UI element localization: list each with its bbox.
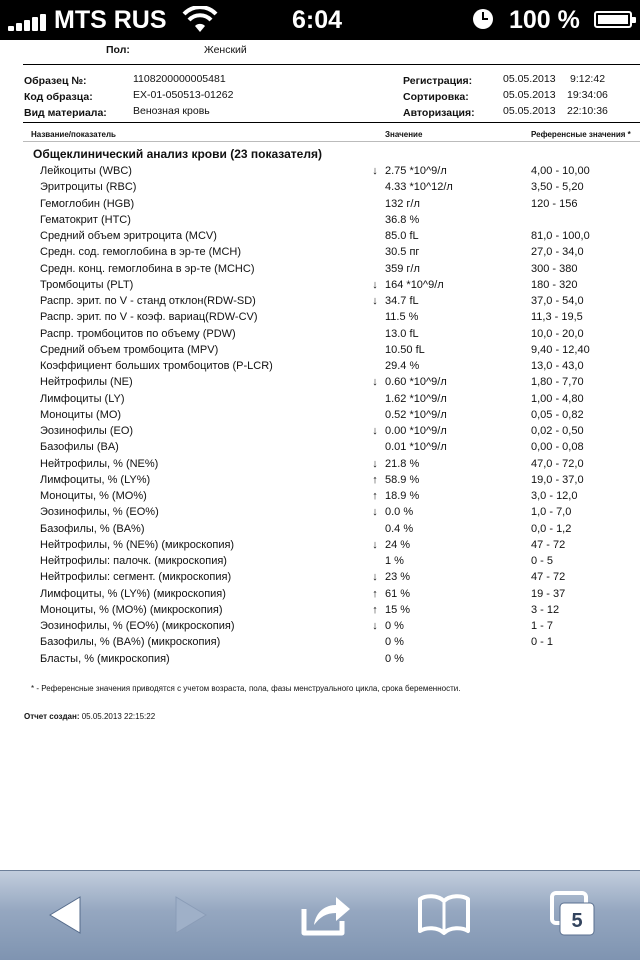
row-flag: ↓ [372,571,378,584]
row-flag: ↓ [372,620,378,632]
row-value: 85.0 fL [385,230,419,242]
row-reference: 3,0 - 12,0 [531,490,578,502]
section-title: Общеклинический анализ крови (23 показателя) [33,147,322,161]
clock-time: 6:04 [292,6,343,34]
row-flag: ↓ [372,376,378,389]
row-value: 34.7 fL [385,295,419,307]
row-name: Коэффициент больших тромбоцитов (P-LCR) [40,360,273,372]
registration-time: 9:12:42 [570,73,606,85]
row-reference: 19 - 37 [531,587,566,600]
registration-date: 05.05.2013 [503,73,556,85]
column-header-name: Название/показатель [31,130,116,139]
row-name: Бласты, % (микроскопия) [40,652,170,665]
row-reference: 1,00 - 4,80 [531,392,584,405]
row-reference: 19,0 - 37,0 [531,473,584,486]
row-flag: ↑ [372,603,378,616]
row-reference: 0,05 - 0,82 [531,408,584,421]
sex-value: Женский [204,44,247,56]
table-row [0,375,640,391]
share-button[interactable] [296,889,356,941]
row-value: 0 % [385,652,404,665]
report-created-value: 05.05.2013 22:15:22 [81,712,156,721]
row-flag: ↓ [372,295,378,307]
row-name: Гематокрит (HTC) [40,213,131,226]
sample-number-label: Образец №: [24,75,87,87]
row-name: Тромбоциты (PLT) [40,278,134,291]
row-name: Базофилы, % (BA%) (микроскопия) [40,636,221,649]
row-reference: 47 - 72 [531,571,566,584]
row-name: Средний объем тромбоцита (MPV) [40,343,219,356]
row-name: Распр. эрит. по V - станд отклон(RDW-SD) [40,295,256,307]
row-reference: 1,0 - 7,0 [531,506,572,519]
report-created-label: Отчет создан: [24,712,80,721]
row-name: Лимфоциты, % (LY%) [40,473,151,486]
sample-number: 1108200000005481 [133,73,226,85]
row-value: 30.5 пг [385,246,420,259]
row-flag: ↓ [372,457,378,470]
column-header-reference: Референсные значения * [531,130,631,139]
browser-toolbar [0,870,640,960]
row-reference: 9,40 - 12,40 [531,343,590,356]
row-value: 0.01 *10^9/л [385,441,447,454]
table-row [0,213,640,229]
row-name: Моноциты, % (MO%) [40,490,147,502]
divider [23,64,640,65]
row-value: 58.9 % [385,473,420,486]
sample-code-label: Код образца: [24,91,93,103]
registration-label: Регистрация: [403,75,473,87]
row-flag: ↓ [372,165,378,177]
table-row [0,505,640,521]
divider [23,122,640,123]
row-reference: 47 - 72 [531,538,566,551]
table-row [0,245,640,261]
carrier-name: MTS RUS [54,6,167,34]
row-value: 4.33 *10^12/л [385,181,453,194]
row-name: Нейтрофилы: сегмент. (микроскопия) [40,571,232,584]
row-name: Средн. сод. гемоглобина в эр-те (MCH) [40,246,242,259]
row-name: Лейкоциты (WBC) [40,165,132,177]
row-reference: 37,0 - 54,0 [531,295,584,307]
row-value: 1.62 *10^9/л [385,392,447,405]
row-value: 36.8 % [385,213,420,226]
row-reference: 3 - 12 [531,603,560,616]
table-row [0,489,640,505]
wifi-icon [182,6,218,34]
authorization-time: 22:10:36 [567,105,608,117]
row-reference: 13,0 - 43,0 [531,360,584,372]
table-row [0,180,640,196]
table-row [0,343,640,359]
table-row [0,440,640,456]
divider [23,141,640,142]
row-value: 0.52 *10^9/л [385,408,447,421]
row-name: Нейтрофилы (NE) [40,376,133,389]
alarm-clock-icon [473,9,493,29]
row-value: 359 г/л [385,262,420,275]
table-row [0,359,640,375]
table-row [0,538,640,554]
row-name: Лимфоциты, % (LY%) (микроскопия) [40,587,226,600]
row-name: Распр. эрит. по V - коэф. вариац(RDW-CV) [40,311,258,324]
row-reference: 1 - 7 [531,620,554,632]
row-flag: ↑ [372,587,378,600]
material-label: Вид материала: [24,107,107,119]
row-reference: 0,0 - 1,2 [531,522,572,535]
row-reference: 47,0 - 72,0 [531,457,584,470]
sorting-label: Сортировка: [403,91,469,103]
row-name: Базофилы, % (BA%) [40,522,145,535]
row-name: Нейтрофилы: палочк. (микроскопия) [40,555,227,567]
row-value: 24 % [385,538,411,551]
battery-percentage: 100 % [509,6,580,34]
row-name: Эозинофилы (EO) [40,425,134,437]
row-value: 21.8 % [385,457,420,470]
row-value: 1 % [385,555,404,567]
lab-report [0,40,640,870]
battery-icon [594,11,632,28]
row-reference: 27,0 - 34,0 [531,246,584,259]
row-name: Базофилы (BA) [40,441,119,454]
table-row [0,327,640,343]
row-value: 0.60 *10^9/л [385,376,447,389]
row-name: Нейтрофилы, % (NE%) (микроскопия) [40,538,235,551]
row-reference: 3,50 - 5,20 [531,181,584,194]
table-row [0,278,640,294]
back-button[interactable] [36,889,96,941]
row-value: 0.00 *10^9/л [385,425,447,437]
forward-button[interactable] [160,889,220,941]
column-header-value: Значение [385,130,423,139]
table-row [0,603,640,619]
table-row [0,197,640,213]
footnote: * - Референсные значения приводятся с учетом возраста, пола, фазы менструального цикла, срока беременности. [31,684,461,693]
report-created [24,711,155,722]
authorization-label: Авторизация: [403,107,475,119]
row-reference: 10,0 - 20,0 [531,327,584,340]
row-value: 0 % [385,620,404,632]
table-row [0,522,640,538]
row-name: Эритроциты (RBC) [40,181,137,194]
row-value: 15 % [385,603,411,616]
row-reference: 0,00 - 0,08 [531,441,584,454]
sorting-date: 05.05.2013 [503,89,556,101]
row-value: 132 г/л [385,197,420,210]
table-row [0,408,640,424]
row-name: Распр. тромбоцитов по объему (PDW) [40,327,236,340]
table-row [0,262,640,278]
table-row [0,570,640,586]
table-row [0,310,640,326]
table-row [0,294,640,310]
row-reference: 0 - 1 [531,636,554,649]
row-flag: ↓ [372,538,378,551]
row-value: 29.4 % [385,360,420,372]
bookmarks-button[interactable] [414,889,474,941]
tabs-button[interactable] [546,889,606,941]
table-row [0,392,640,408]
table-row [0,635,640,651]
signal-strength-icon [8,13,48,31]
status-bar [0,0,640,40]
table-row [0,229,640,245]
table-row [0,619,640,635]
row-name: Средн. конц. гемоглобина в эр-те (MCHC) [40,262,255,275]
row-name: Гемоглобин (HGB) [40,197,135,210]
row-flag: ↓ [372,278,378,291]
row-flag: ↑ [372,473,378,486]
row-reference: 11,3 - 19,5 [531,311,583,324]
row-value: 164 *10^9/л [385,278,444,291]
sex-label: Пол: [106,44,130,56]
material-value: Венозная кровь [133,105,210,117]
table-row [0,424,640,440]
row-name: Моноциты (MO) [40,408,122,421]
table-row [0,164,640,180]
sample-code: EX-01-050513-01262 [133,89,234,101]
row-flag: ↓ [372,506,378,519]
row-reference: 4,00 - 10,00 [531,165,590,177]
row-value: 0 % [385,636,404,649]
row-reference: 180 - 320 [531,278,578,291]
row-name: Эозинофилы, % (EO%) [40,506,159,519]
table-row [0,652,640,668]
row-name: Эозинофилы, % (EO%) (микроскопия) [40,620,235,632]
row-value: 23 % [385,571,411,584]
row-reference: 120 - 156 [531,197,578,210]
row-name: Средний объем эритроцита (MCV) [40,230,217,242]
row-reference: 81,0 - 100,0 [531,230,590,242]
table-row [0,554,640,570]
sorting-time: 19:34:06 [567,89,608,101]
row-value: 0.4 % [385,522,414,535]
row-value: 11.5 % [385,311,419,324]
row-name: Моноциты, % (MO%) (микроскопия) [40,603,223,616]
row-value: 0.0 % [385,506,414,519]
table-row [0,473,640,489]
tabs-count: 5 [571,910,583,932]
table-row [0,457,640,473]
row-name: Лимфоциты (LY) [40,392,125,405]
row-value: 10.50 fL [385,343,425,356]
authorization-date: 05.05.2013 [503,105,556,117]
row-name: Нейтрофилы, % (NE%) [40,457,159,470]
row-value: 13.0 fL [385,327,419,340]
row-flag: ↓ [372,425,378,437]
table-row [0,587,640,603]
row-reference: 0,02 - 0,50 [531,425,584,437]
row-value: 61 % [385,587,411,600]
row-value: 18.9 % [385,490,420,502]
row-reference: 1,80 - 7,70 [531,376,584,389]
row-value: 2.75 *10^9/л [385,165,447,177]
row-flag: ↑ [372,490,378,502]
row-reference: 300 - 380 [531,262,578,275]
row-reference: 0 - 5 [531,555,554,567]
